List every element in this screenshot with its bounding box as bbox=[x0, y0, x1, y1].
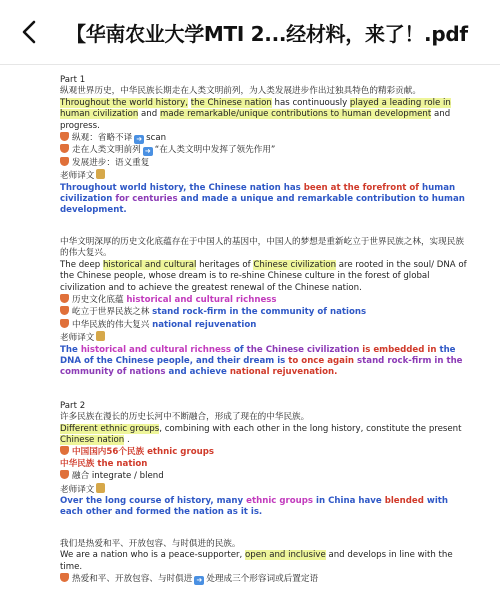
document-title: 【华南农业大学MTI 2...经材料，来了！.pdf bbox=[66, 21, 468, 46]
note-line: 屹立于世界民族之林 stand rock-firm in the community of nations bbox=[60, 306, 470, 318]
part-label: Part 2 bbox=[60, 400, 86, 411]
teacher-icon bbox=[96, 169, 105, 179]
shield-icon bbox=[60, 446, 69, 455]
note-line: 历史文化底蕴 historical and cultural richness bbox=[60, 294, 470, 306]
arrow-right-icon: ➜ bbox=[194, 576, 204, 585]
teacher-icon bbox=[96, 483, 105, 493]
teacher-label: 老师译文 bbox=[60, 483, 470, 496]
part-label: Part 1 bbox=[60, 75, 86, 85]
teacher-translation: Over the long course of history, many ethnic groups in China have blended with each other and formed the nation as it is. bbox=[60, 496, 448, 518]
source-text: 许多民族在漫长的历史长河中不断融合，形成了现在的中华民族。 bbox=[60, 412, 310, 423]
student-translation: Different ethnic groups, combining with each other in the long history, constitute the present Chinese nation . bbox=[60, 423, 462, 445]
shield-icon bbox=[60, 319, 69, 328]
source-text: 我们是热爱和平、开放包容、与时俱进的民族。 bbox=[60, 538, 241, 549]
note-line: 融合 integrate / blend bbox=[60, 470, 470, 482]
source-text: 中华文明深厚的历史文化底蕴存在于中国人的基因中，中国人的梦想是重新屹立于世界民族之林，实现民族的伟大复兴。 bbox=[60, 236, 464, 259]
source-text: 纵观世界历史，中华民族长期走在人类文明前列，为人类发展进步作出过独具特色的精彩贡献。 bbox=[60, 86, 421, 97]
teacher-label: 老师译文 bbox=[60, 331, 470, 344]
arrow-right-icon: ➜ bbox=[134, 135, 144, 144]
teacher-label: 老师译文 bbox=[60, 169, 470, 182]
student-translation: Throughout the world history, the Chinese nation has continuously played a leading role in human civilization and made remarkable/unique contributions to human development and progress. bbox=[60, 97, 451, 131]
student-translation: We are a nation who is a peace-supporter, open and inclusive and develops in line with the time. bbox=[60, 550, 453, 572]
shield-icon bbox=[60, 470, 69, 479]
shield-icon bbox=[60, 573, 69, 582]
note-line: 中华民族 the nation bbox=[60, 458, 148, 469]
note-line: 走在人类文明前列 ➜ “在人类文明中发挥了领先作用” bbox=[60, 144, 470, 156]
student-translation: The deep historical and cultural heritages of Chinese civilization are rooted in the soul/ DNA of the Chinese people, whose dream is to re-shine Chinese culture in the forest of global civilization and to achieve the greatest renewal of the Chinese nation. bbox=[60, 259, 467, 293]
chevron-left-icon bbox=[21, 20, 37, 44]
shield-icon bbox=[60, 144, 69, 153]
note-line: 中国国内56个民族 ethnic groups bbox=[60, 446, 470, 458]
top-bar bbox=[0, 0, 500, 65]
note-line: 发展进步：语义重复 bbox=[60, 157, 470, 169]
teacher-translation: The historical and cultural richness of the Chinese civilization is embedded in the DNA of the Chinese people, and their dream is to once again stand rock-firm in the community of nations and achieve national rejuvenation. bbox=[60, 344, 463, 378]
document-body bbox=[0, 65, 500, 585]
shield-icon bbox=[60, 294, 69, 303]
shield-icon bbox=[60, 132, 69, 141]
note-line: 纵观：省略不译 ➜ scan bbox=[60, 132, 470, 144]
teacher-translation: Throughout world history, the Chinese nation has been at the forefront of human civilization for centuries and made a unique and remarkable contribution to human development. bbox=[60, 182, 465, 216]
note-line: 中华民族的伟大复兴 national rejuvenation bbox=[60, 319, 470, 331]
arrow-right-icon: ➜ bbox=[143, 147, 153, 156]
shield-icon bbox=[60, 157, 69, 166]
back-button[interactable] bbox=[14, 12, 44, 52]
shield-icon bbox=[60, 306, 69, 315]
teacher-icon bbox=[96, 331, 105, 341]
note-line: 热爱和平、开放包容、与时俱进 ➜ 处理成三个形容词或后置定语 bbox=[60, 573, 470, 585]
